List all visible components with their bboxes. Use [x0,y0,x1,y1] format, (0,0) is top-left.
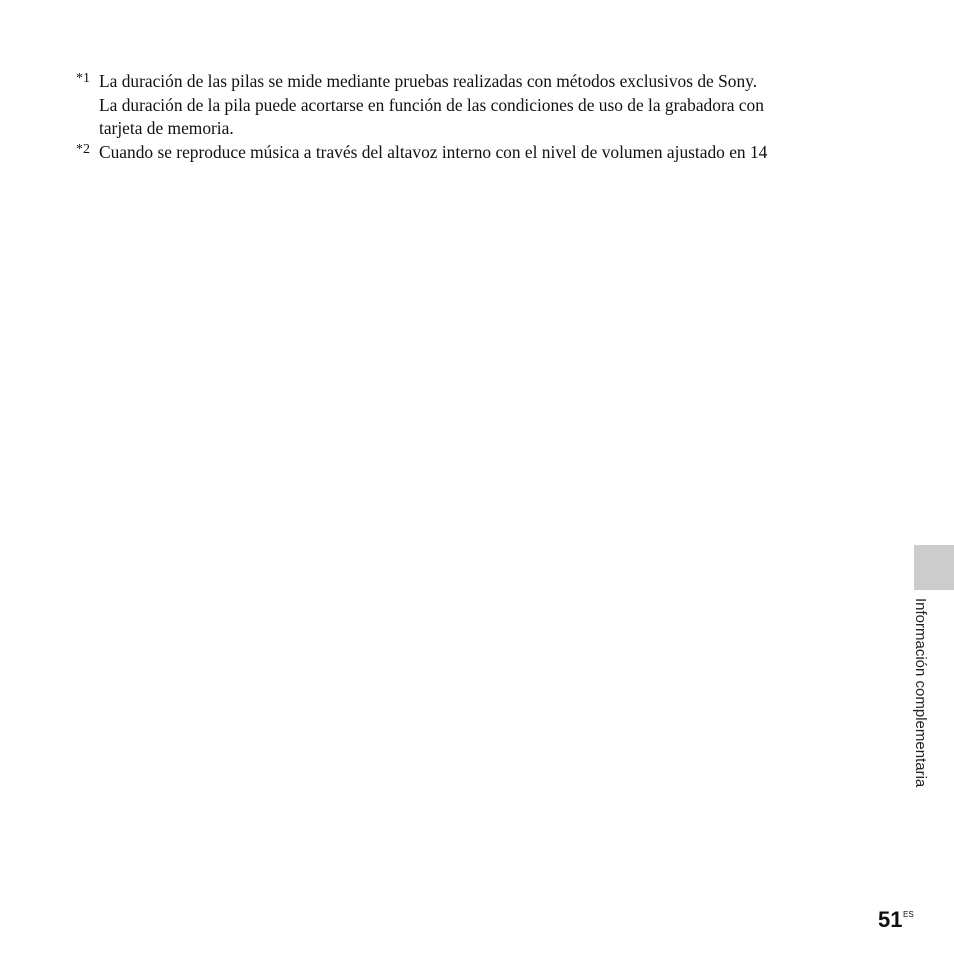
footnote-marker: *1 [76,71,90,86]
footnote-line: Cuando se reproduce música a través del altavoz interno con el nivel de volumen ajustado en 14 [99,141,768,162]
footnote-1 [76,70,896,141]
footnote-2 [76,141,896,165]
footnote-line: La duración de la pila puede acortarse en función de las condiciones de uso de la grabadora con [99,94,764,115]
footnote-line: La duración de las pilas se mide mediante pruebas realizadas con métodos exclusivos de Sony. [99,71,758,91]
page-number: 51 [878,907,903,932]
footnote-marker: *2 [76,141,90,157]
footnote-list [76,70,896,164]
footnote-line: tarjeta de memoria. [99,118,234,138]
section-tab [914,545,954,590]
page-language-code: ES [903,910,914,919]
section-label: Información complementaria [912,598,929,788]
